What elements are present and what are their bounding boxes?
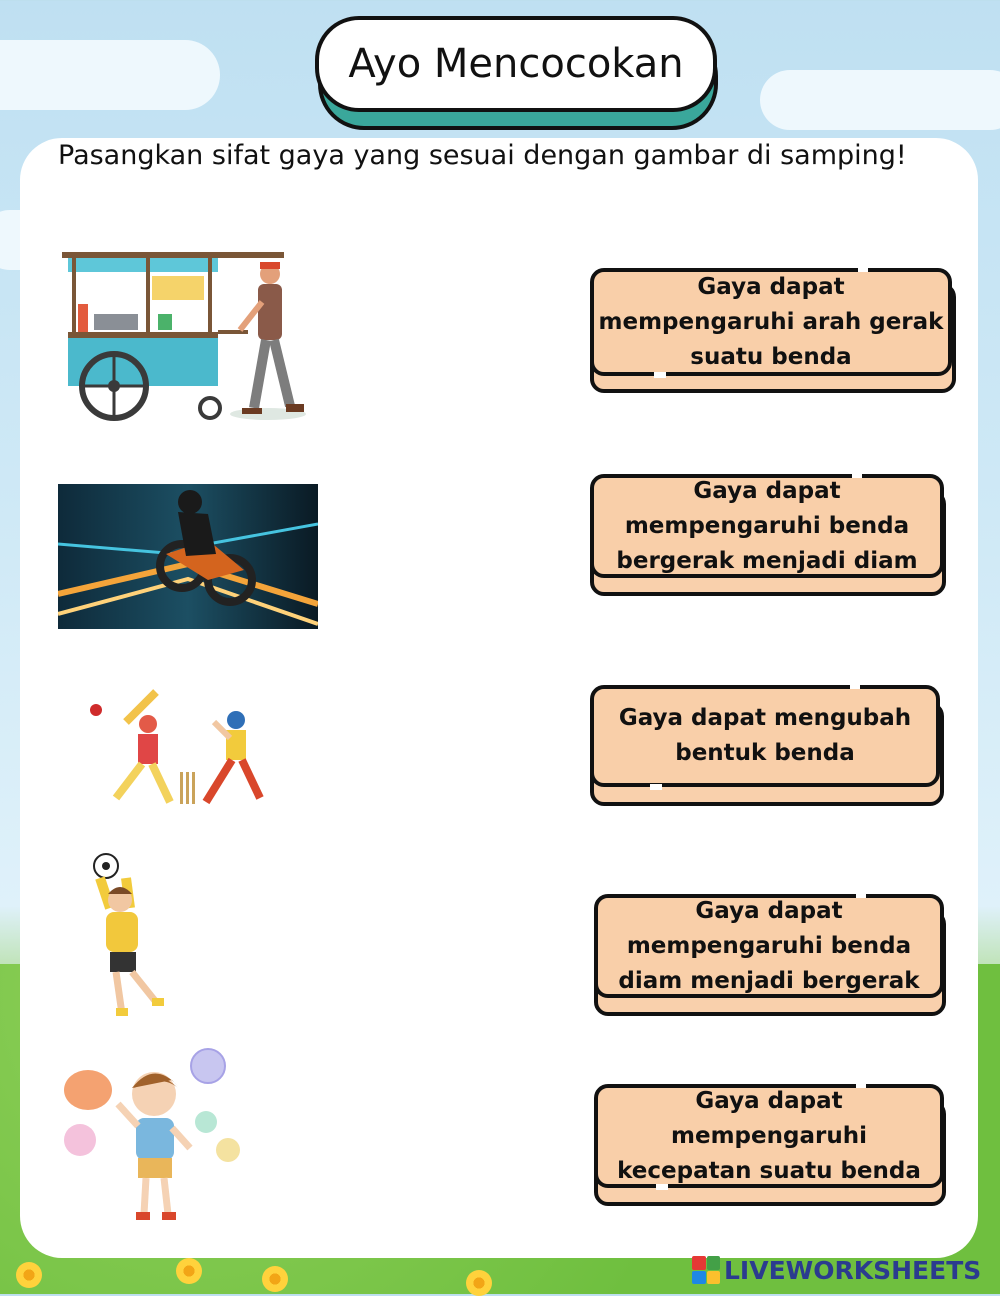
answer-card-text: Gaya dapat mempengaruhi benda bergerak menjadi diam (616, 477, 918, 574)
answer-card-2[interactable] (590, 474, 944, 578)
goalkeeper-boy-icon (86, 852, 176, 1022)
cloud (0, 40, 220, 110)
cloud (760, 70, 1000, 130)
liveworksheets-logo (692, 1254, 981, 1286)
flower-decoration (262, 1266, 288, 1292)
boy-blowing-balloon-icon (62, 1048, 244, 1226)
answer-card-text: Gaya dapat mempengaruhi benda diam menjadi bergerak (618, 897, 920, 994)
page-title: Ayo Mencocokan (315, 16, 717, 112)
flower-decoration (16, 1262, 42, 1288)
answer-card-5[interactable] (594, 1084, 944, 1188)
answer-card-text: Gaya dapat mempengaruhi kecepatan suatu benda (617, 1087, 921, 1184)
card-border-gap (858, 266, 868, 272)
flower-decoration (466, 1270, 492, 1296)
instruction-text: Pasangkan sifat gaya yang sesuai dengan gambar di samping! (58, 140, 907, 171)
card-border-gap (856, 1082, 866, 1088)
answer-card-3[interactable] (590, 685, 940, 787)
liveworksheets-logo-icon (692, 1256, 720, 1284)
card-border-gap (850, 683, 860, 689)
answer-card-4[interactable] (594, 894, 944, 998)
card-border-gap (656, 1184, 668, 1190)
brand-name: LIVEWORKSHEETS (724, 1255, 982, 1285)
speeding-motorcycle-icon (58, 484, 318, 629)
cricket-players-icon (86, 686, 266, 814)
card-border-gap (856, 892, 866, 898)
answer-card-text: Gaya dapat mengubah bentuk benda (618, 705, 912, 766)
flower-decoration (176, 1258, 202, 1284)
card-border-gap (654, 372, 666, 378)
food-cart-pusher-icon (58, 248, 310, 426)
card-border-gap (852, 472, 862, 478)
answer-card-text: Gaya dapat mempengaruhi arah gerak suatu benda (598, 273, 944, 370)
answer-card-1[interactable] (590, 268, 952, 376)
card-border-gap (650, 784, 662, 790)
